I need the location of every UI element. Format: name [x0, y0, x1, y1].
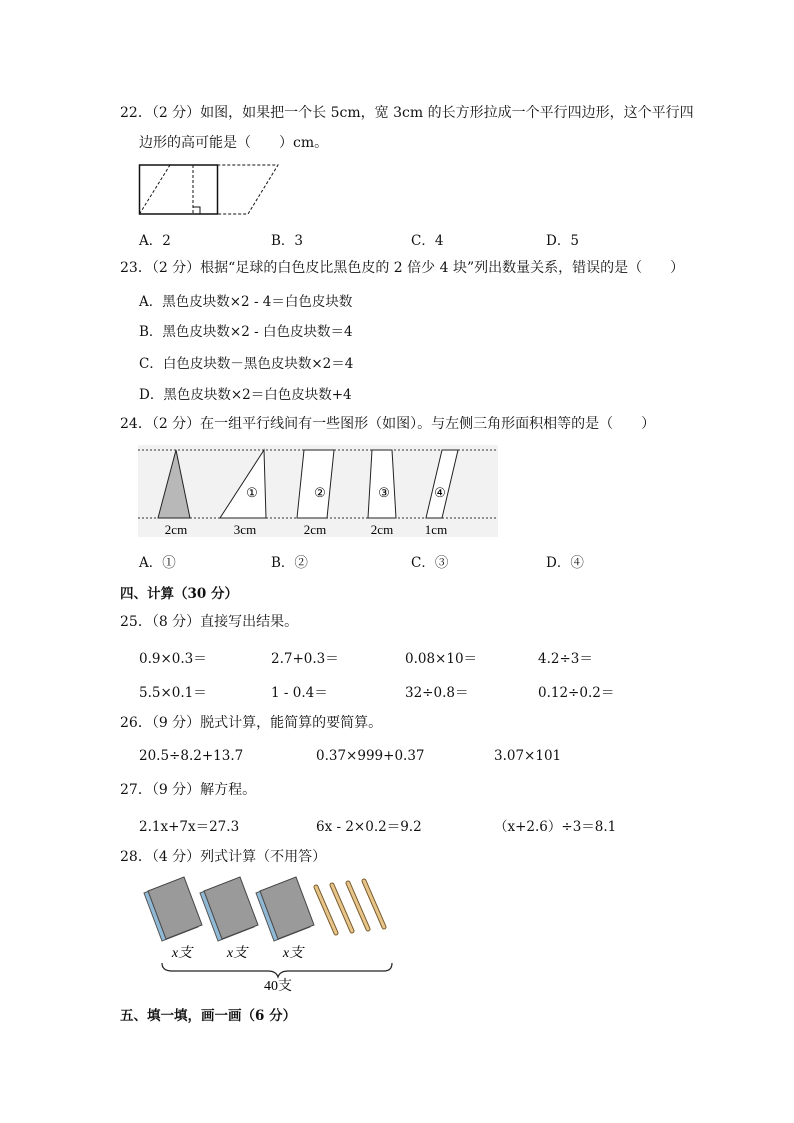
q25-stem: [120, 612, 298, 632]
q26-item-2[interactable]: 0.37×999+0.37: [316, 748, 425, 764]
q24-number: 24．（2 分）: [120, 416, 201, 432]
q24-label-triangle-base: 2cm: [164, 522, 188, 537]
q22-parallelogram: [140, 165, 279, 214]
q22-option-d[interactable]: D．5: [546, 233, 579, 249]
q23-option-c[interactable]: C．白色皮块数－黑色皮块数×2＝4: [139, 356, 354, 372]
q24-label-shape-2-base: 2cm: [303, 522, 327, 537]
q28-pencils-icon: [316, 881, 384, 933]
q26-item-3[interactable]: 3.07×101: [494, 748, 562, 764]
q24-label-shape-1-base: 3cm: [233, 522, 257, 537]
q27-number: 27．（9 分）: [120, 782, 201, 798]
q26-stem: [120, 713, 382, 733]
q28-label-book-3: x支: [282, 946, 304, 961]
q28-book-2-icon: [200, 877, 258, 941]
q28-book-1-icon: [144, 877, 202, 941]
q23-text: 根据“足球的白色皮比黑色皮的 2 倍少 4 块”列出数量关系，错误的是（ ）: [200, 260, 685, 276]
q24-mark-3: ③: [378, 485, 390, 500]
q24-label-shape-4-base: 1cm: [424, 522, 448, 537]
q23-stem: [120, 258, 684, 278]
q24-text: 在一组平行线间有一些图形（如图）。与左侧三角形面积相等的是（ ）: [200, 416, 656, 432]
q25-item-5[interactable]: 5.5×0.1＝: [139, 685, 207, 701]
q22-number: 22．（2 分）: [120, 105, 201, 121]
q22-right-angle-mark: [193, 207, 200, 214]
q22-option-a[interactable]: A．2: [139, 233, 171, 249]
q28-books-pencils-figure: [138, 873, 400, 995]
q26-number: 26．（9 分）: [120, 715, 201, 731]
q25-item-1[interactable]: 0.9×0.3＝: [139, 651, 207, 667]
q22-line1: [120, 103, 694, 123]
q25-number: 25．（8 分）: [120, 614, 201, 630]
q28-brace: [162, 963, 392, 977]
q28-stem: [120, 847, 326, 867]
q26-item-1[interactable]: 20.5÷8.2+13.7: [139, 748, 244, 764]
q22-text-line1: 如图，如果把一个长 5cm，宽 3cm 的长方形拉成一个平行四边形，这个平行四: [200, 105, 694, 121]
q27-stem: [120, 780, 256, 800]
q27-equation-1[interactable]: 2.1x+7x＝27.3: [139, 819, 240, 835]
q28-total-label: 40支: [264, 979, 292, 994]
section-5-title: 五、填一填，画一画（6 分）: [120, 1008, 297, 1024]
q28-book-3-icon: [256, 877, 314, 941]
section-4-title: 四、计算（30 分）: [120, 586, 238, 602]
q25-item-2[interactable]: 2.7+0.3＝: [271, 651, 339, 667]
q24-option-a[interactable]: A．①: [139, 555, 176, 571]
q28-number: 28．（4 分）: [120, 849, 201, 865]
q22-rectangle: [140, 165, 218, 214]
q24-shape-2-parallelogram: [297, 450, 334, 518]
q25-item-7[interactable]: 32÷0.8＝: [405, 685, 469, 701]
q24-option-d[interactable]: D．④: [546, 555, 584, 571]
q27-equation-2[interactable]: 6x - 2×0.2＝9.2: [316, 819, 422, 835]
q24-option-b[interactable]: B．②: [271, 555, 308, 571]
q23-option-a[interactable]: A．黑色皮块数×2 - 4＝白色皮块数: [139, 294, 353, 310]
q28-label-book-2: x支: [226, 946, 248, 961]
q22-option-c[interactable]: C．4: [411, 233, 444, 249]
q25-item-3[interactable]: 0.08×10＝: [405, 651, 478, 667]
q24-mark-2: ②: [314, 485, 326, 500]
q23-option-b[interactable]: B．黑色皮块数×2 - 白色皮块数＝4: [139, 324, 353, 340]
q25-text: 直接写出结果。: [200, 614, 299, 630]
q24-parallel-lines-figure: [138, 445, 498, 537]
q24-label-shape-3-base: 2cm: [370, 522, 394, 537]
q24-shape-3-trapezoid: [368, 450, 396, 518]
q27-text: 解方程。: [200, 782, 257, 798]
q24-stem: [120, 414, 655, 434]
q22-text-line2: 边形的高可能是（ ）cm。: [139, 135, 329, 151]
q28-text: 列式计算（不用答）: [200, 849, 327, 865]
q23-option-d[interactable]: D．黑色皮块数×2＝白色皮块数+4: [139, 387, 352, 403]
q25-item-4[interactable]: 4.2÷3＝: [538, 651, 593, 667]
q24-option-c[interactable]: C．③: [411, 555, 449, 571]
q23-number: 23．（2 分）: [120, 260, 201, 276]
q22-option-b[interactable]: B．3: [271, 233, 304, 249]
q25-item-6[interactable]: 1 - 0.4＝: [271, 685, 328, 701]
q26-text: 脱式计算，能简算的要简算。: [200, 715, 383, 731]
q22-rectangle-parallelogram-figure: [138, 162, 280, 218]
q28-label-book-1: x支: [171, 946, 193, 961]
q27-equation-3[interactable]: （x+2.6）÷3＝8.1: [494, 819, 617, 835]
q24-mark-1: ①: [246, 485, 258, 500]
q25-item-8[interactable]: 0.12÷0.2＝: [538, 685, 615, 701]
q24-mark-4: ④: [434, 485, 446, 500]
